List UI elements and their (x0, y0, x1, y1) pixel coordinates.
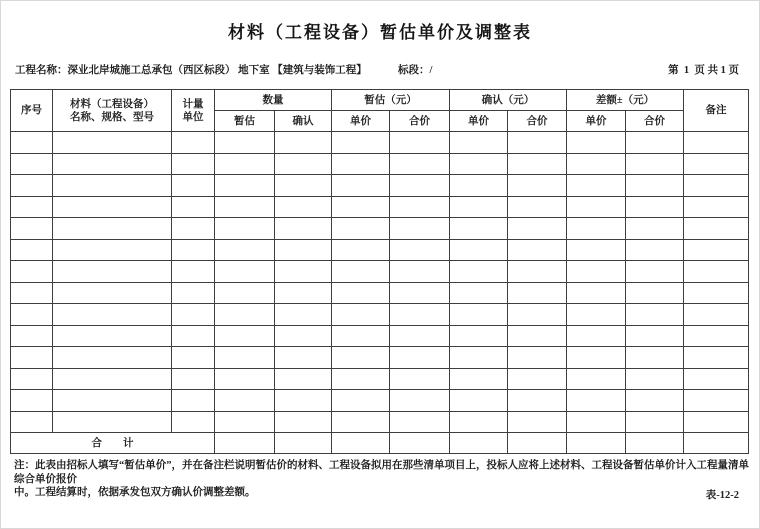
empty-cell (215, 218, 275, 240)
empty-cell (215, 411, 275, 433)
empty-cell (390, 175, 450, 197)
empty-cell (450, 325, 508, 347)
empty-cell (215, 368, 275, 390)
empty-cell (567, 153, 626, 175)
total-empty-cell (684, 433, 749, 454)
table-row (11, 153, 749, 175)
empty-cell (508, 175, 567, 197)
empty-cell (215, 304, 275, 326)
col-header-material-line2: 名称、规格、型号 (70, 111, 154, 123)
empty-cell (390, 347, 450, 369)
section-field (398, 62, 432, 77)
empty-cell (567, 196, 626, 218)
total-empty-cell (390, 433, 450, 454)
empty-cell (567, 218, 626, 240)
empty-cell (332, 325, 390, 347)
total-empty-cell (275, 433, 332, 454)
empty-cell (567, 261, 626, 283)
empty-cell (626, 368, 684, 390)
empty-cell (626, 175, 684, 197)
table-header (11, 90, 749, 132)
empty-cell (172, 411, 215, 433)
subcol-diff-unit-price: 单价 (567, 111, 626, 132)
empty-cell (390, 153, 450, 175)
empty-cell (450, 390, 508, 412)
project-name-label: 工程名称： (15, 65, 68, 76)
empty-cell (53, 411, 172, 433)
empty-cell (53, 196, 172, 218)
empty-cell (215, 282, 275, 304)
empty-cell (215, 132, 275, 154)
empty-cell (172, 304, 215, 326)
empty-cell (275, 196, 332, 218)
empty-cell (508, 239, 567, 261)
empty-cell (626, 304, 684, 326)
empty-cell (172, 368, 215, 390)
table-row (11, 282, 749, 304)
table-row (11, 218, 749, 240)
empty-cell (390, 132, 450, 154)
empty-cell (390, 411, 450, 433)
empty-cell (172, 239, 215, 261)
empty-cell (11, 282, 53, 304)
col-header-seq: 序号 (11, 90, 53, 132)
empty-cell (275, 175, 332, 197)
section-value: / (429, 65, 433, 76)
empty-cell (684, 325, 749, 347)
empty-cell (53, 261, 172, 283)
total-label: 合 计 (11, 433, 215, 454)
empty-cell (215, 239, 275, 261)
empty-cell (53, 218, 172, 240)
empty-cell (11, 325, 53, 347)
empty-cell (275, 325, 332, 347)
table-row (11, 175, 749, 197)
empty-cell (626, 218, 684, 240)
empty-cell (332, 175, 390, 197)
empty-cell (390, 325, 450, 347)
empty-cell (508, 132, 567, 154)
empty-cell (508, 347, 567, 369)
empty-cell (684, 368, 749, 390)
subcol-qty-provisional: 暂估 (215, 111, 275, 132)
empty-cell (450, 347, 508, 369)
total-row (11, 433, 749, 454)
subcol-prov-unit-price: 单价 (332, 111, 390, 132)
empty-cell (275, 390, 332, 412)
empty-cell (275, 261, 332, 283)
total-empty-cell (215, 433, 275, 454)
empty-cell (332, 153, 390, 175)
empty-cell (450, 368, 508, 390)
table-row (11, 132, 749, 154)
empty-cell (53, 347, 172, 369)
empty-cell (275, 368, 332, 390)
empty-cell (275, 347, 332, 369)
empty-cell (450, 304, 508, 326)
empty-cell (215, 347, 275, 369)
empty-cell (172, 261, 215, 283)
empty-cell (53, 239, 172, 261)
empty-cell (450, 196, 508, 218)
empty-cell (172, 390, 215, 412)
empty-cell (390, 239, 450, 261)
col-header-unit-line1: 计量 (182, 98, 204, 110)
empty-cell (172, 175, 215, 197)
empty-cell (275, 218, 332, 240)
empty-cell (450, 411, 508, 433)
empty-cell (11, 218, 53, 240)
empty-cell (684, 411, 749, 433)
subcol-diff-total-price: 合价 (626, 111, 684, 132)
empty-cell (684, 390, 749, 412)
empty-cell (53, 175, 172, 197)
project-name-value: 深业北岸城施工总承包（西区标段） 地下室 【建筑与装饰工程】 (67, 65, 367, 76)
empty-cell (332, 196, 390, 218)
total-empty-cell (508, 433, 567, 454)
empty-cell (450, 282, 508, 304)
empty-cell (11, 304, 53, 326)
empty-cell (53, 390, 172, 412)
table-row (11, 347, 749, 369)
empty-cell (626, 282, 684, 304)
empty-cell (53, 153, 172, 175)
empty-cell (390, 390, 450, 412)
empty-cell (684, 218, 749, 240)
empty-cell (332, 282, 390, 304)
empty-cell (626, 132, 684, 154)
empty-cell (684, 175, 749, 197)
total-empty-cell (567, 433, 626, 454)
empty-cell (684, 239, 749, 261)
col-group-provisional: 暂估（元） (332, 90, 450, 111)
empty-cell (567, 368, 626, 390)
empty-cell (332, 239, 390, 261)
table-body (11, 132, 749, 433)
empty-cell (11, 239, 53, 261)
empty-cell (450, 218, 508, 240)
subcol-conf-unit-price: 单价 (450, 111, 508, 132)
empty-cell (332, 390, 390, 412)
empty-cell (567, 411, 626, 433)
empty-cell (332, 347, 390, 369)
empty-cell (53, 132, 172, 154)
empty-cell (172, 325, 215, 347)
empty-cell (450, 175, 508, 197)
col-header-material (53, 90, 172, 132)
empty-cell (390, 282, 450, 304)
col-group-quantity: 数量 (215, 90, 332, 111)
empty-cell (275, 411, 332, 433)
table-footer (11, 433, 749, 454)
info-row (15, 62, 745, 76)
empty-cell (172, 347, 215, 369)
empty-cell (390, 261, 450, 283)
empty-cell (508, 304, 567, 326)
provisional-price-table (10, 89, 749, 454)
empty-cell (567, 282, 626, 304)
empty-cell (567, 175, 626, 197)
empty-cell (332, 304, 390, 326)
empty-cell (215, 196, 275, 218)
empty-cell (567, 304, 626, 326)
empty-cell (508, 153, 567, 175)
empty-cell (332, 261, 390, 283)
footnote-line-1: 注：此表由招标人填写“暂估单价”，并在备注栏说明暂估价的材料、工程设备拟用在那些清单项目上，投标人应将上述材料、工程设备暂估单价计入工程量清单综合单价报价 (14, 460, 749, 485)
table-row (11, 411, 749, 433)
empty-cell (508, 368, 567, 390)
empty-cell (172, 153, 215, 175)
section-label: 标段： (398, 65, 430, 76)
total-empty-cell (450, 433, 508, 454)
col-header-unit-line2: 单位 (182, 111, 204, 123)
table-row (11, 304, 749, 326)
table-row (11, 239, 749, 261)
empty-cell (275, 132, 332, 154)
table-row (11, 196, 749, 218)
empty-cell (567, 239, 626, 261)
empty-cell (626, 153, 684, 175)
header-row-1 (11, 90, 749, 111)
empty-cell (390, 368, 450, 390)
empty-cell (390, 196, 450, 218)
empty-cell (172, 218, 215, 240)
empty-cell (508, 282, 567, 304)
empty-cell (390, 304, 450, 326)
empty-cell (215, 390, 275, 412)
empty-cell (172, 132, 215, 154)
empty-cell (11, 368, 53, 390)
empty-cell (332, 368, 390, 390)
empty-cell (53, 304, 172, 326)
empty-cell (567, 347, 626, 369)
empty-cell (684, 261, 749, 283)
empty-cell (275, 304, 332, 326)
empty-cell (11, 390, 53, 412)
empty-cell (332, 218, 390, 240)
empty-cell (53, 282, 172, 304)
footnote-line-2: 中。工程结算时，依据承发包双方确认价调整差额。 (14, 487, 256, 498)
empty-cell (684, 282, 749, 304)
empty-cell (684, 304, 749, 326)
col-header-remarks: 备注 (684, 90, 749, 132)
empty-cell (626, 196, 684, 218)
empty-cell (626, 411, 684, 433)
empty-cell (626, 239, 684, 261)
empty-cell (275, 153, 332, 175)
empty-cell (567, 390, 626, 412)
empty-cell (450, 239, 508, 261)
empty-cell (275, 282, 332, 304)
col-group-confirmed: 确认（元） (450, 90, 567, 111)
project-name (15, 62, 367, 77)
subcol-qty-confirmed: 确认 (275, 111, 332, 132)
empty-cell (332, 411, 390, 433)
empty-cell (53, 368, 172, 390)
empty-cell (215, 175, 275, 197)
form-code: 表-12-2 (705, 490, 739, 501)
empty-cell (11, 347, 53, 369)
empty-cell (626, 347, 684, 369)
empty-cell (275, 239, 332, 261)
empty-cell (53, 325, 172, 347)
empty-cell (172, 282, 215, 304)
col-group-difference: 差额±（元） (567, 90, 684, 111)
empty-cell (450, 153, 508, 175)
empty-cell (332, 132, 390, 154)
table-row (11, 368, 749, 390)
empty-cell (626, 390, 684, 412)
empty-cell (508, 196, 567, 218)
empty-cell (626, 261, 684, 283)
table-row (11, 261, 749, 283)
empty-cell (215, 153, 275, 175)
total-empty-cell (332, 433, 390, 454)
empty-cell (215, 325, 275, 347)
empty-cell (215, 261, 275, 283)
table-row (11, 390, 749, 412)
page-title: 材料（工程设备）暂估单价及调整表 (228, 23, 532, 42)
empty-cell (684, 196, 749, 218)
total-empty-cell (626, 433, 684, 454)
empty-cell (508, 261, 567, 283)
empty-cell (508, 390, 567, 412)
empty-cell (508, 411, 567, 433)
col-header-unit (172, 90, 215, 132)
table-row (11, 325, 749, 347)
empty-cell (172, 196, 215, 218)
empty-cell (11, 175, 53, 197)
empty-cell (11, 261, 53, 283)
empty-cell (567, 132, 626, 154)
empty-cell (567, 325, 626, 347)
empty-cell (508, 325, 567, 347)
page-indicator: 第 1 页 共 1 页 (668, 65, 739, 76)
empty-cell (684, 153, 749, 175)
empty-cell (626, 325, 684, 347)
empty-cell (11, 411, 53, 433)
empty-cell (450, 261, 508, 283)
empty-cell (684, 347, 749, 369)
empty-cell (508, 218, 567, 240)
subcol-conf-total-price: 合价 (508, 111, 567, 132)
empty-cell (11, 196, 53, 218)
subcol-prov-total-price: 合价 (390, 111, 450, 132)
col-header-material-line1: 材料（工程设备） (70, 98, 154, 110)
empty-cell (11, 153, 53, 175)
empty-cell (450, 132, 508, 154)
footnote (14, 459, 750, 500)
empty-cell (390, 218, 450, 240)
empty-cell (684, 132, 749, 154)
empty-cell (11, 132, 53, 154)
